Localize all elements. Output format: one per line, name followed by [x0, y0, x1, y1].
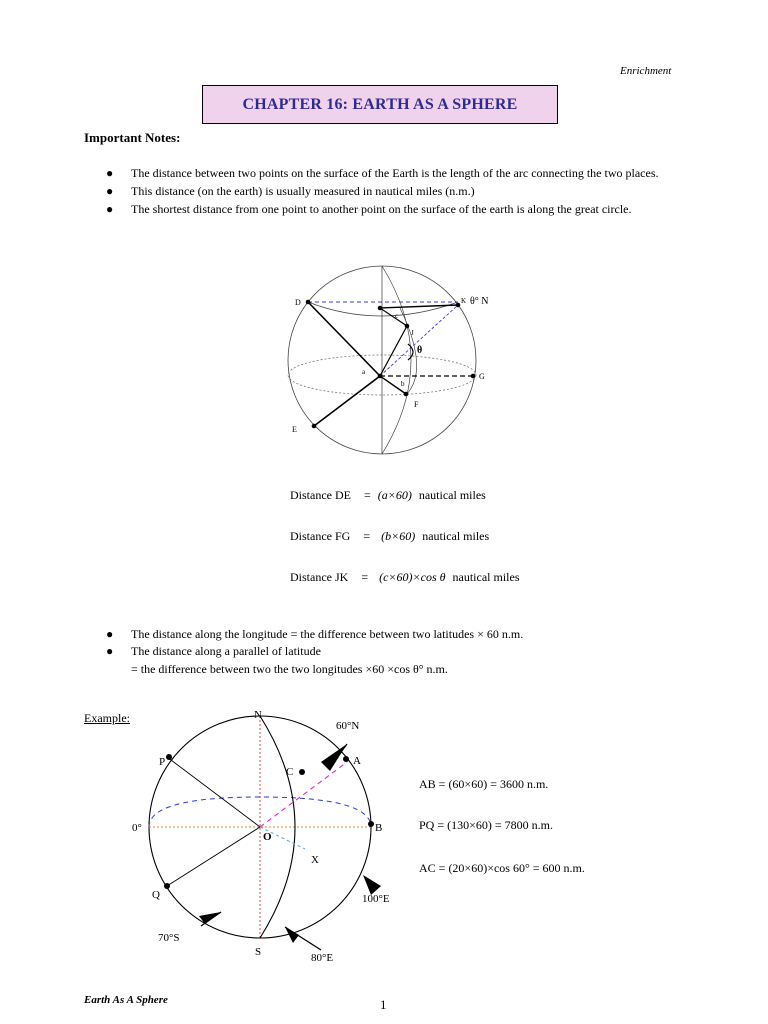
list-item-text: The shortest distance from one point to another point on the surface of the earth is along the great circle. — [131, 202, 632, 216]
bullet-icon: ● — [106, 184, 114, 198]
point-label-f: F — [414, 400, 419, 409]
formula-label: Distance FG — [290, 529, 351, 543]
formula-label: Distance JK — [290, 570, 349, 584]
formula-expr: (a×60) — [377, 488, 412, 502]
list-item — [84, 643, 704, 660]
example-label: Example: — [84, 711, 130, 725]
latitude-label-60n: 60°N — [336, 720, 360, 732]
rules-list — [84, 626, 704, 660]
formula-tail: nautical miles — [418, 488, 486, 502]
formula-eq: = — [363, 488, 371, 502]
formula-tail: nautical miles — [422, 529, 490, 543]
point-label-a: A — [353, 755, 361, 767]
formula-eq: = — [361, 570, 369, 584]
longitude-label-100e: 100°E — [362, 893, 390, 905]
point-label-j: J — [411, 329, 414, 337]
formula-jk — [290, 570, 520, 585]
example-pq: PQ = (130×60) = 7800 n.m. — [419, 818, 553, 832]
point-label-c: C — [286, 766, 294, 778]
chapter-title: CHAPTER 16: EARTH AS A SPHERE — [242, 95, 518, 113]
sphere-diagram-1 — [280, 260, 500, 470]
list-item — [84, 626, 704, 643]
point-label-x: X — [311, 854, 319, 866]
chapter-title-box — [202, 85, 558, 124]
formula-tail: nautical miles — [452, 570, 520, 584]
point-label-d: D — [295, 298, 301, 307]
list-item-text: The distance along a parallel of latitude — [131, 644, 321, 658]
bullet-icon: ● — [106, 202, 114, 216]
example-ac: AC = (20×60)×cos 60° = 600 n.m. — [419, 861, 585, 875]
angle-label-a: a — [362, 368, 366, 376]
list-item — [84, 165, 704, 182]
point-label-b: B — [375, 822, 383, 834]
list-item-text: This distance (on the earth) is usually measured in nautical miles (n.m.) — [131, 184, 475, 198]
notes-heading: Important Notes: — [84, 130, 181, 145]
pole-label-n: N — [254, 709, 262, 721]
longitude-label-80e: 80°E — [311, 952, 334, 964]
angle-label-b: b — [401, 380, 405, 388]
point-label-g: G — [479, 372, 485, 381]
list-item — [84, 183, 704, 200]
angle-label-theta: θ — [417, 345, 423, 356]
point-label-q: Q — [152, 889, 160, 901]
list-item-text: The distance along the longitude = the difference between two latitudes × 60 n.m. — [131, 627, 524, 641]
notes-list — [84, 165, 704, 219]
point-label-k: K — [461, 297, 467, 305]
bullet-icon: ● — [106, 644, 114, 658]
formula-label: Distance DE — [290, 488, 351, 502]
sphere-diagram-2 — [125, 705, 405, 967]
pole-label-s: S — [255, 946, 262, 958]
example-ab: AB = (60×60) = 3600 n.m. — [419, 777, 549, 791]
point-label-e: E — [292, 425, 297, 434]
parallel-formula: = the difference between two the two longitudes ×60 ×cos θ° n.m. — [131, 662, 448, 676]
formula-expr: (b×60) — [381, 529, 416, 543]
bullet-icon: ● — [106, 627, 114, 641]
formula-de — [290, 488, 486, 503]
footer-title: Earth As A Sphere — [84, 994, 168, 1006]
list-item-text: The distance between two points on the surface of the Earth is the length of the arc connecting the two places. — [131, 166, 659, 180]
formula-fg — [290, 529, 489, 544]
meridian-label-0: 0° — [132, 822, 142, 834]
formula-expr: (c×60)×cos θ — [379, 570, 446, 584]
point-label-p: P — [159, 756, 166, 768]
formula-eq: = — [363, 529, 371, 543]
latitude-label-theta-n: θ° N — [470, 296, 489, 307]
center-label-o: O — [263, 831, 272, 843]
angle-label-c: c — [395, 312, 399, 320]
latitude-label-70s: 70°S — [158, 932, 180, 944]
bullet-icon: ● — [106, 166, 114, 180]
header-tag: Enrichment — [620, 65, 672, 77]
page-number: 1 — [380, 997, 387, 1012]
list-item — [84, 201, 704, 218]
